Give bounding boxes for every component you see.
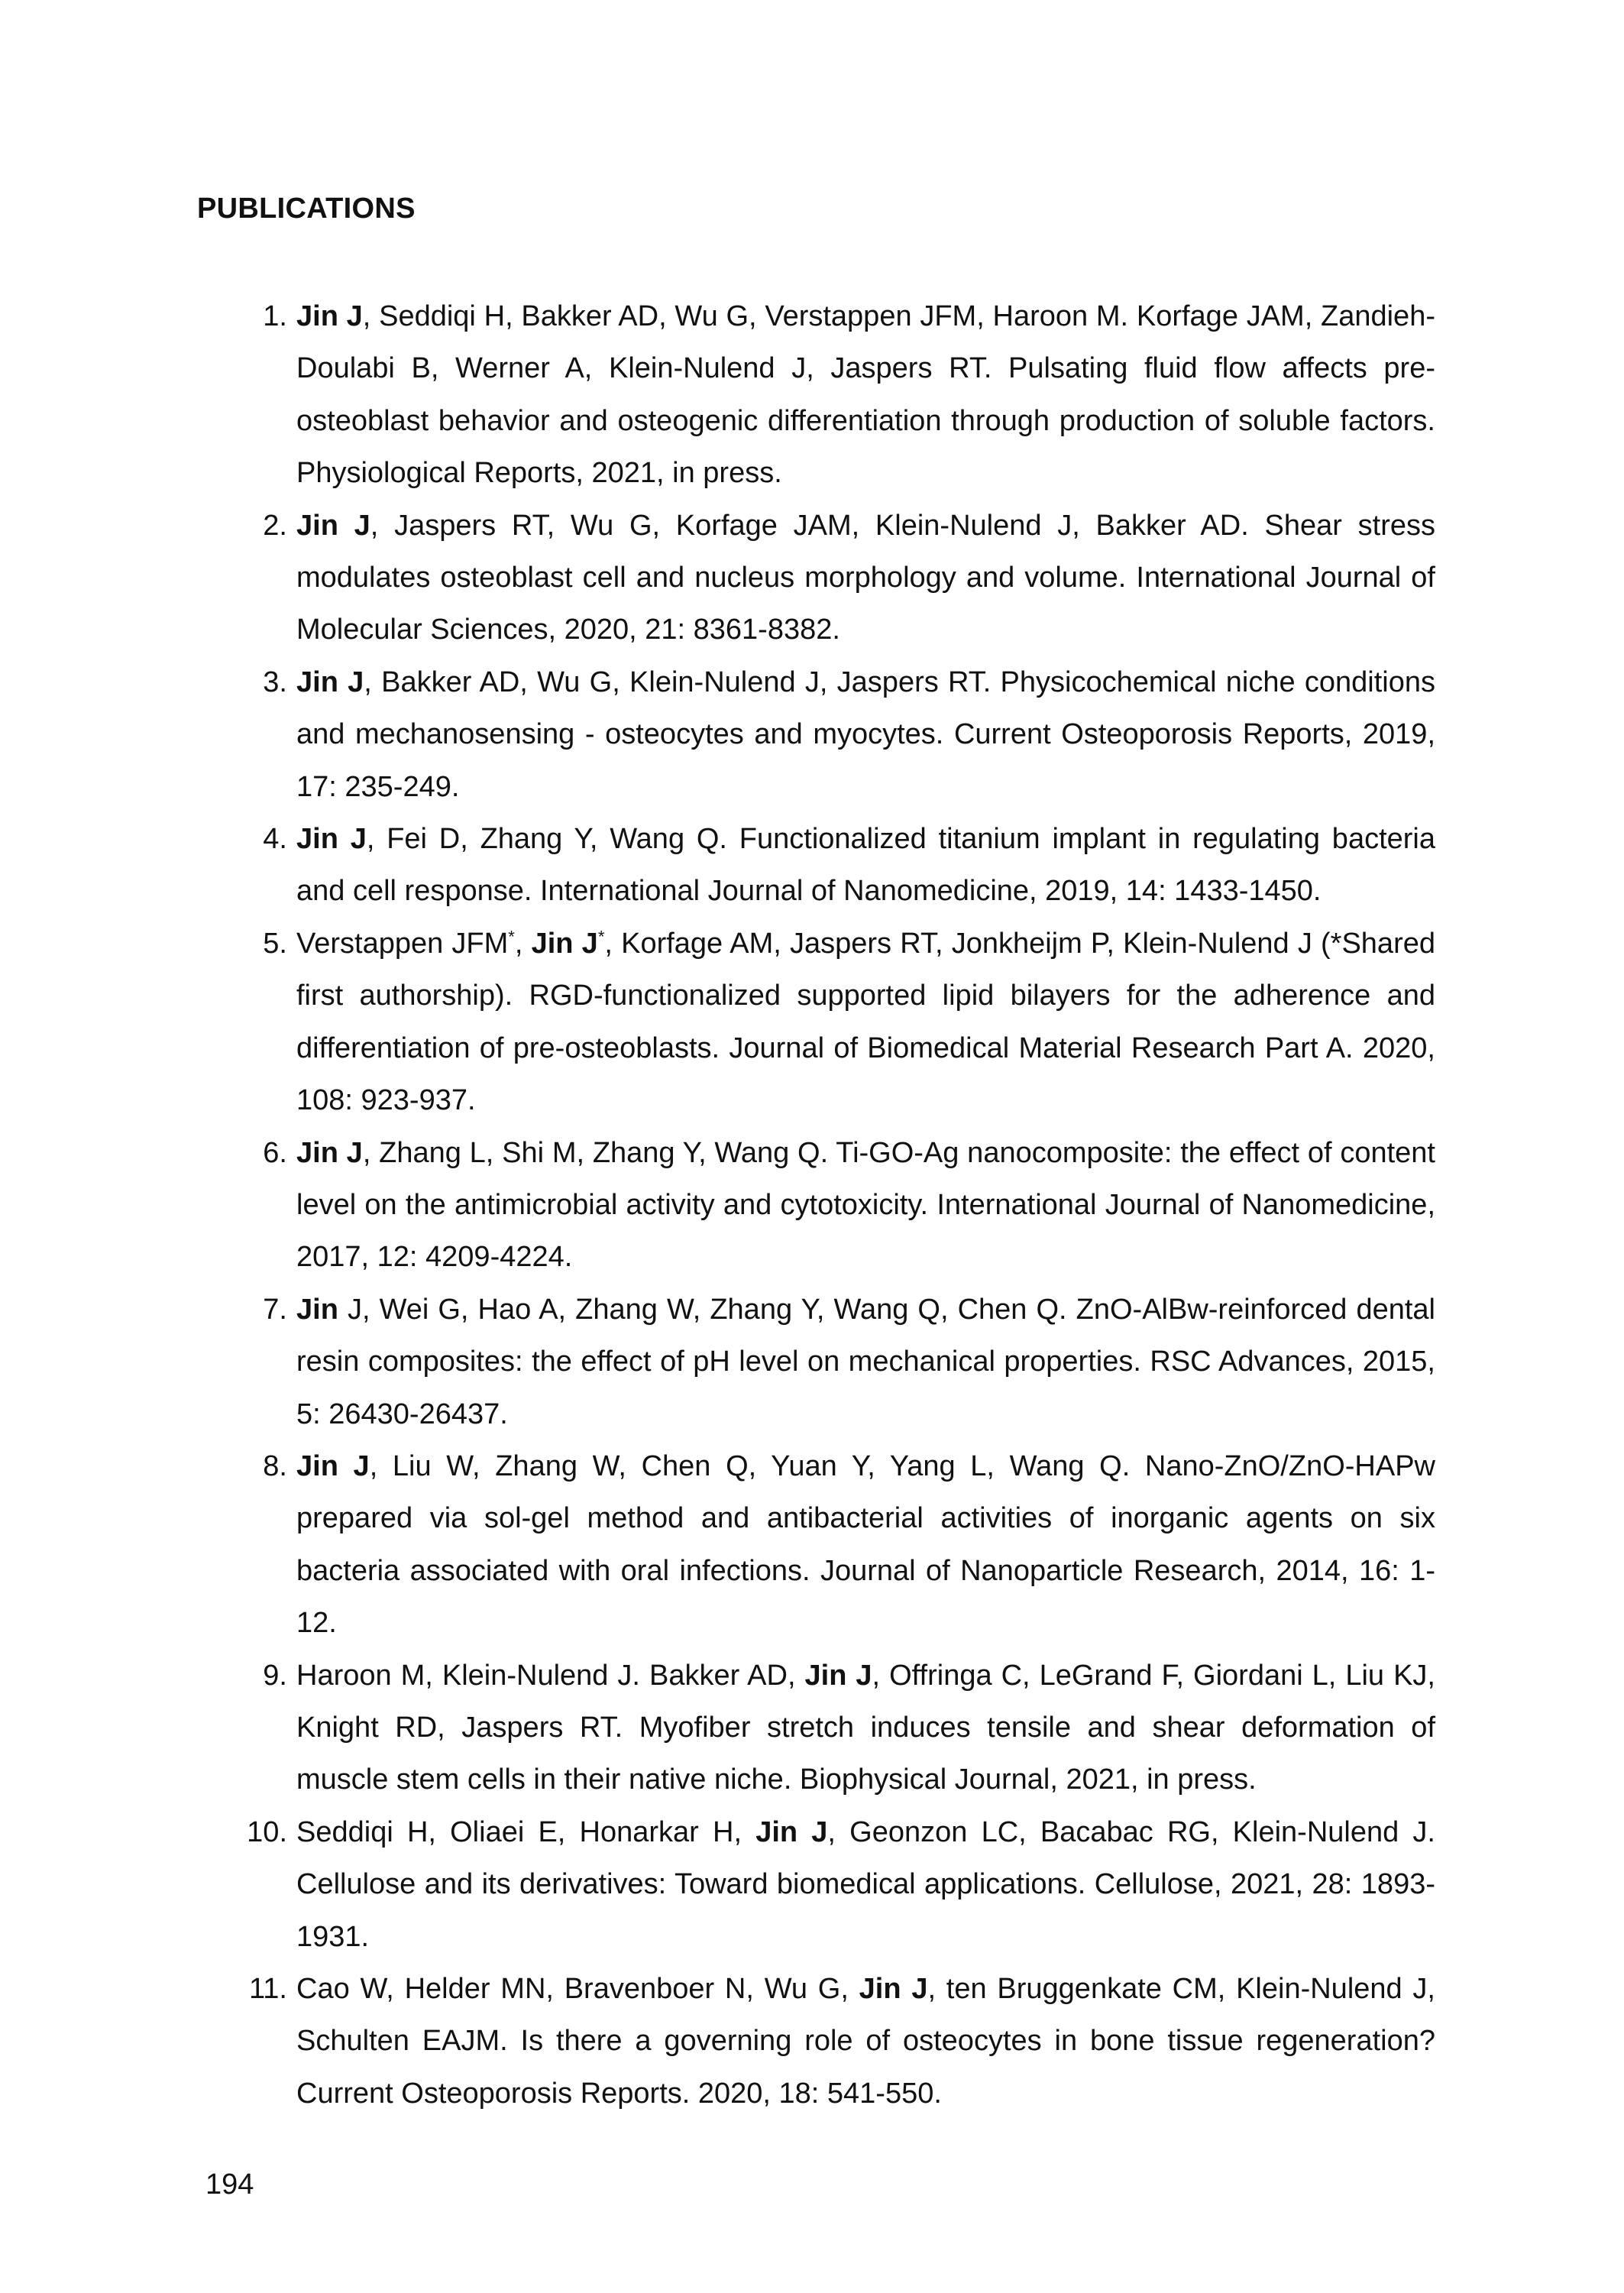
publication-item (197, 290, 1435, 500)
citation-text: Verstappen JFM (296, 927, 509, 960)
citation-text: , Liu W, Zhang W, Chen Q, Yuan Y, Yang L, Wang Q. Nano-ZnO/ZnO-HAPw prepared via sol-gel method and antibacterial activities of inorganic agents on six bacteria associated with oral infections. Journal of Nanoparticle Research, 2014, 16: 1-12. (296, 1449, 1435, 1640)
highlighted-author: Jin J (804, 1659, 872, 1692)
publication-number: 7. (263, 1293, 287, 1326)
publication-number: 11. (248, 1973, 287, 2005)
page-number: 194 (205, 2168, 254, 2201)
publication-number: 3. (263, 666, 287, 698)
publication-number: 9. (263, 1659, 287, 1692)
citation-text: , ten Bruggenkate CM, Klein-Nulend J, Schulten EAJM. Is there a governing role of osteocytes in bone tissue regeneration? Current Osteoporosis Reports. 2020, 18: 541-550. (296, 1973, 1435, 2110)
publication-number: 6. (263, 1136, 287, 1169)
highlighted-author: Jin J (296, 666, 364, 698)
highlighted-author: Jin J (531, 927, 598, 960)
footnote-marker: * (597, 927, 605, 947)
highlighted-author: Jin J (755, 1815, 828, 1848)
citation-text: Haroon M, Klein-Nulend J. Bakker AD, (296, 1659, 805, 1692)
publication-item (197, 656, 1435, 813)
citation-text: Seddiqi H, Oliaei E, Honarkar H, (296, 1815, 756, 1848)
citation-text: J, Wei G, Hao A, Zhang W, Zhang Y, Wang Q, Chen Q. ZnO-AlBw-reinforced dental resin composites: the effect of pH level on mechanical properties. RSC Advances, 2015, 5: 26430-26437. (296, 1293, 1435, 1430)
highlighted-author: Jin J (296, 509, 370, 542)
publication-item (197, 1650, 1435, 1806)
publication-item (197, 1284, 1435, 1440)
citation-text: , Jaspers RT, Wu G, Korfage JAM, Klein-Nulend J, Bakker AD. Shear stress modulates osteoblast cell and nucleus morphology and volume. International Journal of Molecular Sciences, 2020, 21: 8361-8382. (296, 509, 1435, 646)
publication-item (197, 1806, 1435, 1963)
publication-number: 8. (263, 1449, 287, 1482)
highlighted-author: Jin J (859, 1973, 928, 2005)
citation-text: , Fei D, Zhang Y, Wang Q. Functionalized titanium implant in regulating bacteria and cell response. International Journal of Nanomedicine, 2019, 14: 1433-1450. (296, 823, 1435, 908)
citation-text: , Seddiqi H, Bakker AD, Wu G, Verstappen JFM, Haroon M. Korfage JAM, Zandieh-Doulabi B, Werner A, Klein-Nulend J, Jaspers RT. Pulsating fluid flow affects pre-osteoblast behavior and osteogenic differentiation through production of soluble factors. Physiological Reports, 2021, in press. (296, 300, 1435, 490)
publication-list (197, 290, 1435, 2120)
highlighted-author: Jin J (296, 823, 367, 856)
publication-number: 2. (263, 509, 287, 542)
publication-number: 1. (263, 300, 287, 332)
publication-number: 5. (263, 927, 287, 960)
publication-number: 4. (263, 823, 287, 856)
citation-text: Cao W, Helder MN, Bravenboer N, Wu G, (296, 1973, 859, 2005)
publication-number: 10. (247, 1815, 287, 1848)
highlighted-author: Jin J (296, 300, 363, 332)
citation-text: , Offringa C, LeGrand F, Giordani L, Liu KJ, Knight RD, Jaspers RT. Myofiber stretch induces tensile and shear deformation of muscle stem cells in their native niche. Biophysical Journal, 2021, in press. (296, 1659, 1435, 1796)
publication-item (197, 1127, 1435, 1284)
citation-text: , Bakker AD, Wu G, Klein-Nulend J, Jaspers RT. Physicochemical niche conditions and mechanosensing - osteocytes and myocytes. Current Osteoporosis Reports, 2019, 17: 235-249. (296, 666, 1435, 803)
highlighted-author: Jin J (296, 1136, 363, 1169)
footnote-marker: * (508, 927, 515, 947)
citation-text: , Geonzon LC, Bacabac RG, Klein-Nulend J. Cellulose and its derivatives: Toward biomedical applications. Cellulose, 2021, 28: 1893-1931. (296, 1815, 1435, 1953)
publication-item (197, 918, 1435, 1127)
citation-text: , Korfage AM, Jaspers RT, Jonkheijm P, Klein-Nulend J (*Shared first authorship). RGD-functionalized supported lipid bilayers for the adherence and differentiation of pre-osteoblasts. Journal of Biomedical Material Research Part A. 2020, 108: 923-937. (296, 927, 1435, 1117)
publication-item (197, 813, 1435, 918)
page-title: PUBLICATIONS (197, 193, 416, 225)
citation-text: , Zhang L, Shi M, Zhang Y, Wang Q. Ti-GO-Ag nanocomposite: the effect of content level on the antimicrobial activity and cytotoxicity. International Journal of Nanomedicine, 2017, 12: 4209-4224. (296, 1136, 1435, 1274)
citation-text: , (514, 927, 532, 960)
publication-item (197, 1440, 1435, 1650)
highlighted-author: Jin J (296, 1449, 370, 1482)
highlighted-author: Jin (296, 1293, 338, 1326)
publication-item (197, 1963, 1435, 2120)
publication-item (197, 500, 1435, 656)
